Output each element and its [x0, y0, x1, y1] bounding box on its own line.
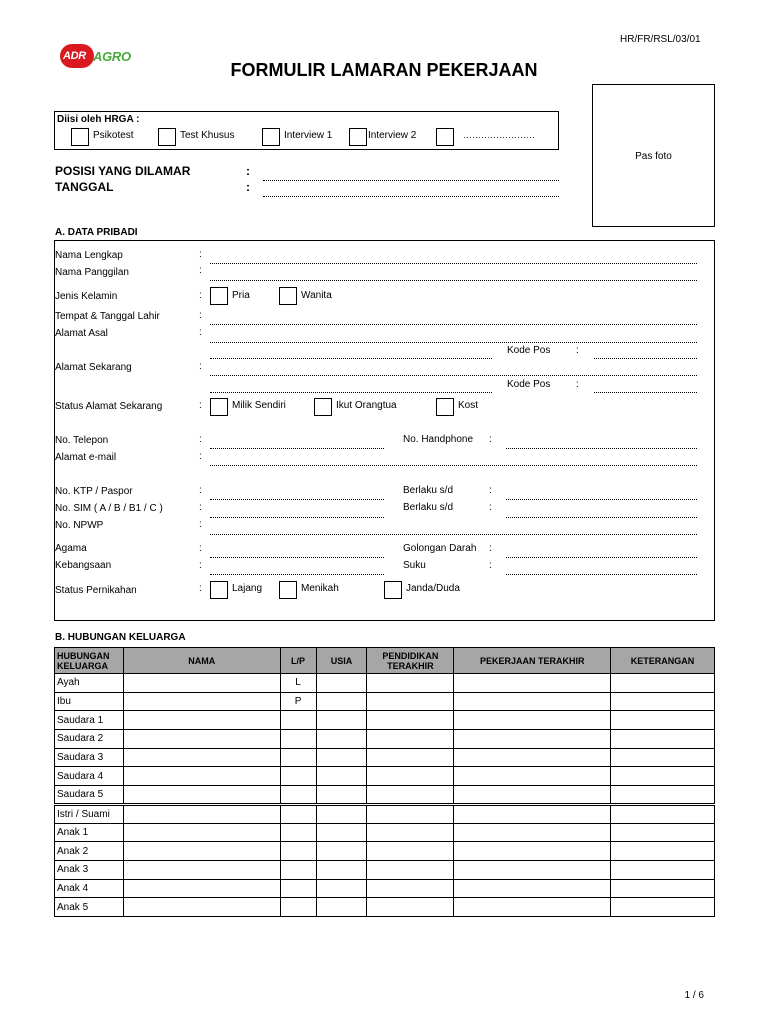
education-cell[interactable]	[367, 860, 454, 879]
colon: :	[489, 543, 492, 554]
npwp-input-line[interactable]	[210, 534, 697, 535]
sim-valid-label: Berlaku s/d	[403, 502, 454, 513]
date-colon: :	[246, 180, 250, 194]
education-cell[interactable]	[367, 823, 454, 842]
current-postal-label: Kode Pos	[507, 379, 551, 390]
relation-cell: Saudara 3	[55, 748, 124, 767]
sex-cell[interactable]	[280, 767, 316, 786]
sex-cell[interactable]	[280, 711, 316, 730]
sex-cell[interactable]: L	[280, 674, 316, 693]
marital-single-label: Lajang	[232, 583, 263, 594]
education-cell[interactable]	[367, 879, 454, 898]
job-cell[interactable]	[454, 786, 611, 805]
job-cell[interactable]	[454, 730, 611, 749]
table-row	[55, 898, 715, 917]
colon: :	[199, 434, 202, 445]
blood-type-label: Golongan Darah	[403, 543, 477, 554]
education-cell[interactable]	[367, 692, 454, 711]
table-row	[55, 711, 715, 730]
relation-cell: Anak 4	[55, 879, 124, 898]
notes-cell[interactable]	[611, 674, 715, 693]
age-cell[interactable]	[316, 860, 367, 879]
page-number: 1 / 6	[684, 990, 704, 1001]
age-cell[interactable]	[316, 879, 367, 898]
table-row	[55, 842, 715, 861]
current-address-input-line-2[interactable]	[210, 392, 492, 393]
family-table-header	[55, 648, 715, 674]
job-cell[interactable]	[454, 898, 611, 917]
phone-label: No. Telepon	[55, 435, 109, 446]
age-cell[interactable]	[316, 748, 367, 767]
sex-cell[interactable]: P	[280, 692, 316, 711]
notes-cell[interactable]	[611, 842, 715, 861]
colon: :	[199, 560, 202, 571]
ktp-valid-label: Berlaku s/d	[403, 485, 454, 496]
blood-type-input-line[interactable]	[506, 557, 697, 558]
birth-label: Tempat & Tanggal Lahir	[55, 311, 160, 322]
colon: :	[576, 379, 579, 390]
job-cell[interactable]	[454, 674, 611, 693]
status-parents-label: Ikut Orangtua	[336, 400, 397, 411]
form-title: FORMULIR LAMARAN PEKERJAAN	[230, 60, 538, 80]
photo-label: Pas foto	[635, 151, 672, 162]
name-cell[interactable]	[123, 879, 280, 898]
other-checkbox[interactable]	[436, 128, 454, 146]
header-age: USIA	[316, 648, 367, 674]
psikotest-checkbox[interactable]	[71, 128, 89, 146]
header-relation: HUBUNGAN KELUARGA	[55, 648, 124, 674]
religion-label: Agama	[55, 543, 87, 554]
ethnicity-input-line[interactable]	[506, 574, 697, 575]
table-row	[55, 767, 715, 786]
colon: :	[199, 361, 202, 372]
colon: :	[199, 327, 202, 338]
gender-female-label: Wanita	[301, 290, 332, 301]
date-label: TANGGAL	[55, 180, 114, 194]
photo-box[interactable]	[592, 84, 715, 227]
job-cell[interactable]	[454, 879, 611, 898]
sex-cell[interactable]	[280, 860, 316, 879]
marital-married-checkbox[interactable]	[279, 581, 297, 599]
mobile-input-line[interactable]	[506, 448, 697, 449]
name-cell[interactable]	[123, 711, 280, 730]
email-input-line[interactable]	[210, 465, 697, 466]
job-cell[interactable]	[454, 692, 611, 711]
ktp-label: No. KTP / Paspor	[55, 486, 133, 497]
job-cell[interactable]	[454, 804, 611, 823]
notes-cell[interactable]	[611, 730, 715, 749]
notes-cell[interactable]	[611, 898, 715, 917]
gender-male-label: Pria	[232, 290, 250, 301]
table-row	[55, 692, 715, 711]
colon: :	[199, 543, 202, 554]
relation-cell: Ibu	[55, 692, 124, 711]
relation-cell: Saudara 1	[55, 711, 124, 730]
section-b-title: B. HUBUNGAN KELUARGA	[55, 632, 186, 643]
table-row	[55, 786, 715, 805]
colon: :	[489, 502, 492, 513]
current-postal-input-line[interactable]	[594, 392, 697, 393]
sim-valid-input-line[interactable]	[506, 517, 697, 518]
name-cell[interactable]	[123, 748, 280, 767]
document-number: HR/FR/RSL/03/01	[620, 34, 701, 45]
sim-input-line[interactable]	[210, 517, 384, 518]
sex-cell[interactable]	[280, 823, 316, 842]
gender-female-checkbox[interactable]	[279, 287, 297, 305]
age-cell[interactable]	[316, 823, 367, 842]
name-cell[interactable]	[123, 786, 280, 805]
interview-1-label: Interview 1	[284, 130, 333, 141]
education-cell[interactable]	[367, 842, 454, 861]
age-cell[interactable]	[316, 898, 367, 917]
marital-married-label: Menikah	[301, 583, 339, 594]
relation-cell: Anak 1	[55, 823, 124, 842]
sim-label: No. SIM ( A / B / B1 / C )	[55, 503, 163, 514]
relation-cell: Anak 5	[55, 898, 124, 917]
education-cell[interactable]	[367, 674, 454, 693]
header-job: PEKERJAAN TERAKHIR	[454, 648, 611, 674]
table-row	[55, 860, 715, 879]
colon: :	[199, 265, 202, 276]
phone-input-line[interactable]	[210, 448, 384, 449]
name-cell[interactable]	[123, 804, 280, 823]
name-cell[interactable]	[123, 842, 280, 861]
age-cell[interactable]	[316, 786, 367, 805]
status-own-checkbox[interactable]	[210, 398, 228, 416]
family-table	[54, 647, 715, 917]
marital-widowed-checkbox[interactable]	[384, 581, 402, 599]
relation-cell: Saudara 4	[55, 767, 124, 786]
header-notes: KETERANGAN	[611, 648, 715, 674]
table-row	[55, 748, 715, 767]
notes-cell[interactable]	[611, 804, 715, 823]
colon: :	[199, 583, 202, 594]
marital-single-checkbox[interactable]	[210, 581, 228, 599]
notes-cell[interactable]	[611, 767, 715, 786]
colon: :	[199, 502, 202, 513]
nickname-input-line[interactable]	[210, 280, 697, 281]
education-cell[interactable]	[367, 711, 454, 730]
education-cell[interactable]	[367, 767, 454, 786]
relation-cell: Anak 3	[55, 860, 124, 879]
education-cell[interactable]	[367, 898, 454, 917]
table-row	[55, 674, 715, 693]
position-input-line[interactable]	[263, 180, 559, 181]
gender-male-checkbox[interactable]	[210, 287, 228, 305]
relation-cell: Anak 2	[55, 842, 124, 861]
section-a-title: A. DATA PRIBADI	[55, 227, 138, 238]
job-cell[interactable]	[454, 767, 611, 786]
notes-cell[interactable]	[611, 860, 715, 879]
status-kost-checkbox[interactable]	[436, 398, 454, 416]
header-sex: L/P	[280, 648, 316, 674]
personal-data-box	[54, 240, 715, 621]
name-cell[interactable]	[123, 860, 280, 879]
job-cell[interactable]	[454, 711, 611, 730]
email-label: Alamat e-mail	[55, 452, 117, 463]
table-row	[55, 730, 715, 749]
hrga-box	[54, 111, 559, 150]
nationality-input-line[interactable]	[210, 574, 384, 575]
age-cell[interactable]	[316, 711, 367, 730]
sex-cell[interactable]	[280, 879, 316, 898]
header-education: PENDIDIKAN TERAKHIR	[367, 648, 454, 674]
address-status-label: Status Alamat Sekarang	[55, 401, 163, 412]
interview-1-checkbox[interactable]	[262, 128, 280, 146]
job-cell[interactable]	[454, 842, 611, 861]
origin-address-label: Alamat Asal	[55, 328, 108, 339]
status-kost-label: Kost	[458, 400, 479, 411]
interview-2-label: Interview 2	[368, 130, 417, 141]
age-cell[interactable]	[316, 767, 367, 786]
notes-cell[interactable]	[611, 711, 715, 730]
ethnicity-label: Suku	[403, 560, 426, 571]
religion-input-line[interactable]	[210, 557, 384, 558]
sex-cell[interactable]	[280, 748, 316, 767]
colon: :	[576, 345, 579, 356]
nationality-label: Kebangsaan	[55, 560, 112, 571]
sex-cell[interactable]	[280, 804, 316, 823]
education-cell[interactable]	[367, 804, 454, 823]
current-address-input-line[interactable]	[210, 375, 697, 376]
name-cell[interactable]	[123, 730, 280, 749]
mobile-label: No. Handphone	[403, 434, 474, 445]
education-cell[interactable]	[367, 730, 454, 749]
table-row	[55, 804, 715, 823]
name-cell[interactable]	[123, 898, 280, 917]
table-row	[55, 879, 715, 898]
colon: :	[199, 310, 202, 321]
notes-cell[interactable]	[611, 786, 715, 805]
birth-input-line[interactable]	[210, 324, 697, 325]
test-khusus-label: Test Khusus	[180, 130, 235, 141]
name-cell[interactable]	[123, 692, 280, 711]
origin-postal-label: Kode Pos	[507, 345, 551, 356]
full-name-label: Nama Lengkap	[55, 250, 123, 261]
test-khusus-checkbox[interactable]	[158, 128, 176, 146]
status-own-label: Milik Sendiri	[232, 400, 286, 411]
current-address-label: Alamat Sekarang	[55, 362, 132, 373]
relation-cell: Ayah	[55, 674, 124, 693]
name-cell[interactable]	[123, 767, 280, 786]
age-cell[interactable]	[316, 842, 367, 861]
colon: :	[199, 519, 202, 530]
colon: :	[489, 560, 492, 571]
colon: :	[489, 434, 492, 445]
npwp-label: No. NPWP	[55, 520, 104, 531]
position-label: POSISI YANG DILAMAR	[55, 164, 191, 178]
nickname-label: Nama Panggilan	[55, 267, 129, 278]
colon: :	[199, 485, 202, 496]
table-row	[55, 823, 715, 842]
relation-cell: Saudara 2	[55, 730, 124, 749]
sex-cell[interactable]	[280, 898, 316, 917]
notes-cell[interactable]	[611, 879, 715, 898]
education-cell[interactable]	[367, 748, 454, 767]
marital-label: Status Pernikahan	[55, 585, 137, 596]
colon: :	[199, 290, 202, 301]
colon: :	[199, 400, 202, 411]
full-name-input-line[interactable]	[210, 263, 697, 264]
job-cell[interactable]	[454, 748, 611, 767]
date-input-line[interactable]	[263, 196, 559, 197]
sex-cell[interactable]	[280, 786, 316, 805]
notes-cell[interactable]	[611, 692, 715, 711]
job-cell[interactable]	[454, 860, 611, 879]
relation-cell: Saudara 5	[55, 786, 124, 805]
marital-widowed-label: Janda/Duda	[406, 583, 460, 594]
hrga-label: Diisi oleh HRGA :	[57, 114, 140, 125]
name-cell[interactable]	[123, 823, 280, 842]
colon: :	[199, 249, 202, 260]
age-cell[interactable]	[316, 692, 367, 711]
psikotest-label: Psikotest	[93, 130, 134, 141]
position-colon: :	[246, 164, 250, 178]
logo-agro-text: AGRO	[93, 49, 131, 64]
age-cell[interactable]	[316, 804, 367, 823]
age-cell[interactable]	[316, 674, 367, 693]
interview-2-checkbox[interactable]	[349, 128, 367, 146]
origin-postal-input-line[interactable]	[594, 358, 697, 359]
notes-cell[interactable]	[611, 748, 715, 767]
age-cell[interactable]	[316, 730, 367, 749]
colon: :	[489, 485, 492, 496]
education-cell[interactable]	[367, 786, 454, 805]
job-cell[interactable]	[454, 823, 611, 842]
gender-label: Jenis Kelamin	[55, 291, 118, 302]
logo-adr-text: ADR	[63, 50, 86, 62]
relation-cell: Istri / Suami	[55, 804, 124, 823]
status-parents-checkbox[interactable]	[314, 398, 332, 416]
sex-cell[interactable]	[280, 730, 316, 749]
notes-cell[interactable]	[611, 823, 715, 842]
header-name: NAMA	[123, 648, 280, 674]
colon: :	[199, 451, 202, 462]
ktp-input-line[interactable]	[210, 499, 384, 500]
other-label: ……………………	[463, 130, 535, 140]
sex-cell[interactable]	[280, 842, 316, 861]
ktp-valid-input-line[interactable]	[506, 499, 697, 500]
name-cell[interactable]	[123, 674, 280, 693]
origin-address-input-line[interactable]	[210, 342, 697, 343]
origin-address-input-line-2[interactable]	[210, 358, 492, 359]
